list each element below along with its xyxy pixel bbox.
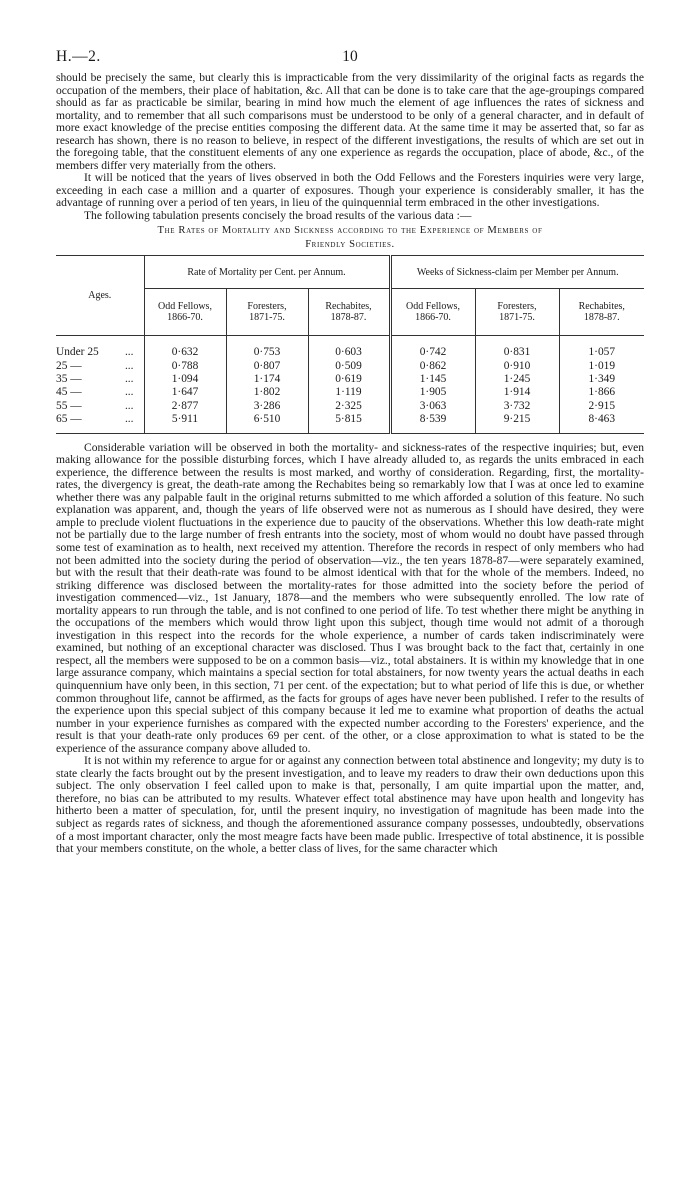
- table-cell: 3·286: [226, 400, 308, 413]
- paragraph: It will be noticed that the years of lives observed in both the Odd Fellows and the Foresters inquiries were very large, exceeding in each case a million and a quarter of exposures. Though your experience is considerably smaller, it has the advantage of running over a period of ten years, in lieu of the quinquennial term embraced in the other investigations.: [56, 172, 644, 210]
- table-cell: 0·862: [390, 360, 475, 373]
- table-cell: 0·603: [308, 346, 390, 359]
- document-reference: H.—2.: [56, 48, 101, 65]
- body-text: [56, 442, 644, 856]
- ages-column-header: Ages.: [56, 256, 144, 336]
- document-page: [56, 48, 644, 856]
- age-label: 55 —: [56, 399, 82, 412]
- table-row: [56, 400, 644, 413]
- leader-dots: ...: [124, 359, 134, 372]
- column-header: Foresters, 1871-75.: [475, 289, 559, 336]
- leader-dots: ...: [124, 346, 134, 359]
- age-label: Under 25: [56, 346, 99, 359]
- table-cell: 1·349: [559, 373, 644, 386]
- table-cell: 1·647: [144, 386, 226, 399]
- table-cell: 2·325: [308, 400, 390, 413]
- paragraph: Considerable variation will be observed in both the mortality- and sickness-rates of the respective inquiries; but, even making allowance for the possible disturbing forces, which I have already alluded to, as regards the units embraced in each experience, the difference between the results is most marked, and worthy of consideration. Regarding, first, the mortality-rates, the divergency is great, the death-rate among the Rechabites being so remarkably low that I was at once led to examine whether there was any palpable fault in the original returns submitted to me which afforded a solution of this feature. No such explanation was apparent, and, though the years of life observed were not as numerous as I should have desired, they were ample to preclude violent fluctuations in the experience due to paucity of the observations. Whether this low death-rate might not be partially due to the large number of fresh entrants into the society, most of whom would no doubt have passed through some test of examination as to health, next received my attention. Therefore the records in respect of only members who had not been admitted into the society during the period of observation—viz., the ten years 1878-87—were separately examined, but with the result that their death-rate was found to be almost identical with that for the whole of the members. Indeed, no striking difference was disclosed between the mortality-rates for those admitted into the society before the period of investigation commenced—viz., 1st January, 1878—and the members who were subsequently enrolled. The low rate of mortality appears to run through the table, and is not confined to one period of life. To test whether there might be anything in the occupations of the members which would throw light upon this subject, though time would not admit of a thorough investigation in this respect into the records for the whole experience, a number of cards taken indiscriminately were examined, but nothing of an exceptional character was disclosed. Thus I was brought back to the fact that, certainly in one respect, all the members were supposed to be on a common basis—viz., total abstainers. It is within my knowledge that in one large assurance company, which maintains a special section for total abstainers, for now twenty years the actual deaths in each quinquennium have only been, in this section, 71 per cent. of the expectation; but to what period of life this is due, or whether common throughout life, cannot be affirmed, as the facts for groups of ages have never been published. I refer to the results of the experience upon this special subject of this company because it led me to examine what proportion of deaths the actual number in your experience furnishes as compared with the expected number according to the Foresters' experience, and the result is that your death-rate only produces 69 per cent. of the other, or a close approximation to what is stated to be the experience of the assurance company above alluded to.: [56, 441, 644, 755]
- page-number: 10: [342, 48, 358, 65]
- table-cell: 1·019: [559, 360, 644, 373]
- paragraph: The following tabulation presents concisely the broad results of the various data :—: [84, 210, 472, 223]
- age-label: 65 —: [56, 413, 82, 426]
- rates-table: [56, 255, 644, 433]
- table-cell: 0·807: [226, 360, 308, 373]
- column-header: Foresters, 1871-75.: [226, 289, 308, 336]
- table-title-line: Friendly Societies.: [305, 239, 395, 251]
- table-cell: 6·510: [226, 413, 308, 433]
- paragraph: should be precisely the same, but clearly this is impracticable from the very dissimilarity of the original facts as regards the occupation of the members, their place of habitation, &c. All that can be done is to take care that the age-groupings compared should as far as practicable be similar, bearing in mind how much the element of age influences the rates of sickness and mortality, and to remember that all such comparisons must be understood to be only of a general character, and in default of more exact knowledge of the precise entities composing the different data. At the same time it may be asserted that, so far as research has shown, there is no reason to believe, in respect of the different investigations, the results of which are set out in the foregoing table, that the constituent elements of any one experience as regards the occupation, place of abode, &c., of the members differ very materially from the others.: [56, 72, 644, 172]
- table-cell: 1·119: [308, 386, 390, 399]
- table-cell: 0·831: [475, 346, 559, 359]
- table-cell: 0·753: [226, 346, 308, 359]
- column-header: Odd Fellows, 1866-70.: [390, 289, 475, 336]
- age-label: 45 —: [56, 386, 82, 399]
- column-header: Rechabites, 1878-87.: [308, 289, 390, 336]
- table-cell: 2·877: [144, 400, 226, 413]
- table-title-line: The Rates of Mortality and Sickness according to the Experience of Members of: [157, 224, 543, 236]
- table-cell: 2·915: [559, 400, 644, 413]
- table-cell: 0·619: [308, 373, 390, 386]
- table-cell: 0·632: [144, 346, 226, 359]
- table-cell: 1·905: [390, 386, 475, 399]
- table-cell: 0·742: [390, 346, 475, 359]
- age-label: 25 —: [56, 359, 82, 372]
- sickness-group-header: Weeks of Sickness-claim per Member per Annum.: [390, 256, 644, 289]
- table-cell: 3·063: [390, 400, 475, 413]
- leader-dots: ...: [124, 399, 134, 412]
- table-cell: 5·815: [308, 413, 390, 433]
- table-title: [56, 225, 644, 253]
- table-cell: 1·245: [475, 373, 559, 386]
- table-cell: 1·145: [390, 373, 475, 386]
- paragraph: It is not within my reference to argue for or against any connection between total abstinence and longevity; my duty is to state clearly the facts brought out by the present investigation, and to leave my readers to draw their own deductions upon this subject. The only observation I feel called upon to make is that, personally, I am quite impartial upon the matter, and, therefore, no bias can be attributed to my results. Whatever effect total abstinence may have upon health and longevity has hitherto been a matter of speculation, for, until the present inquiry, no investigation of magnitude has been made into the subject as regards rates of sickness, and though the aforementioned assurance company possesses, undoubtedly, observations of a most important character, only the most meagre facts have been made public. Irrespective of total abstinence, it is possible that your members constitute, on the whole, a better class of lives, for the same character which: [56, 755, 644, 856]
- table-row: [56, 360, 644, 373]
- table-cell: 3·732: [475, 400, 559, 413]
- column-header: Rechabites, 1878-87.: [559, 289, 644, 336]
- table-cell: 8·463: [559, 413, 644, 433]
- table-cell: 1·174: [226, 373, 308, 386]
- page-header: [56, 48, 644, 72]
- table-cell: 5·911: [144, 413, 226, 433]
- table-cell: 1·802: [226, 386, 308, 399]
- table-row: [56, 386, 644, 399]
- leader-dots: ...: [124, 413, 134, 426]
- table-cell: 0·788: [144, 360, 226, 373]
- table-cell: 1·914: [475, 386, 559, 399]
- table-row: [56, 413, 644, 433]
- table-cell: 1·057: [559, 346, 644, 359]
- table-cell: 0·509: [308, 360, 390, 373]
- mortality-group-header: Rate of Mortality per Cent. per Annum.: [144, 256, 390, 289]
- leader-dots: ...: [124, 372, 134, 385]
- table-cell: 1·866: [559, 386, 644, 399]
- column-header: Odd Fellows, 1866-70.: [144, 289, 226, 336]
- table-row: [56, 373, 644, 386]
- table-cell: 8·539: [390, 413, 475, 433]
- table-row: [56, 346, 644, 359]
- leader-dots: ...: [124, 386, 134, 399]
- table-cell: 9·215: [475, 413, 559, 433]
- age-label: 35 —: [56, 372, 82, 385]
- table-cell: 1·094: [144, 373, 226, 386]
- table-cell: 0·910: [475, 360, 559, 373]
